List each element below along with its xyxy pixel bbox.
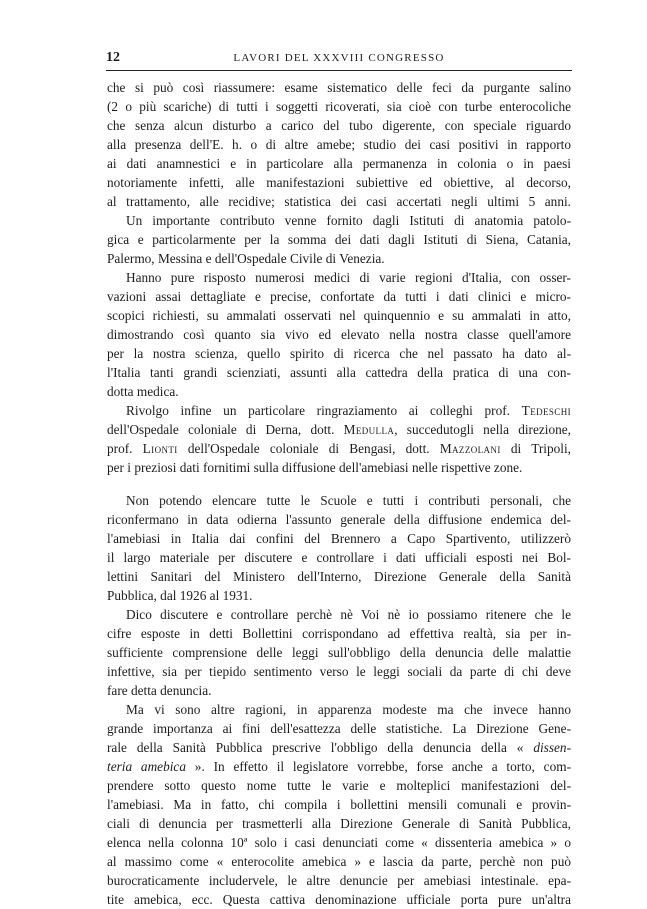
text-line: burocraticamente includervele, le altre denuncie per amebiasi intestinale. epa- — [107, 873, 571, 888]
text-run: prof. — [107, 441, 143, 456]
running-title: LAVORI DEL XXXVIII CONGRESSO — [233, 52, 445, 64]
text-line: grande importanza ai fini dell'esattezza delle statistiche. La Direzione Gene- — [107, 721, 571, 736]
text-line — [107, 439, 571, 458]
text-line: fare detta denuncia. — [107, 683, 212, 698]
text-line: per la nostra scienza, quello spirito di ricerca che nel passato ha dato al- — [107, 346, 571, 361]
text-line: Palermo, Messina e dell'Ospedale Civile di Venezia. — [107, 251, 385, 266]
text-line: l'amebiasi in Italia dai confini del Brennero a Capo Spartivento, utilizzerò — [107, 531, 571, 546]
italic-term: teria amebica — [107, 759, 186, 774]
text-line: Un importante contributo venne fornito dagli Istituti di anatomia patolo- — [126, 213, 571, 228]
text-line — [107, 757, 571, 776]
paragraph-1 — [107, 78, 571, 211]
page-number: 12 — [106, 50, 120, 65]
text-line: (2 o più scariche) di tutti i soggetti ricoverati, sia cioè con turbe enterocoliche — [107, 99, 571, 114]
text-run: ». In effetto il legislatore vorrebbe, forse anche a torto, com- — [185, 759, 572, 774]
text-run: rale della Sanità Pubblica prescrive l'obbligo della denuncia della « — [107, 740, 534, 755]
text-line: l'Italia tanti grandi scienziati, assunti alla cattedra della pratica di una con- — [107, 365, 571, 380]
text-line: Pubblica, dal 1926 al 1931. — [107, 588, 253, 603]
paragraph-3 — [107, 268, 571, 401]
text-line: Hanno pure risposto numerosi medici di varie regioni d'Italia, con osser- — [126, 270, 571, 285]
person-name: Tedeschi — [521, 403, 571, 418]
text-line: Dico discutere e controllare perchè nè Voi nè io possiamo ritenere che le — [126, 607, 571, 622]
text-line: per i preziosi dati fornitimi sulla diffusione dell'amebiasi nelle rispettive zone. — [107, 460, 523, 475]
section-gap — [107, 477, 571, 491]
text-line: notoriamente infetti, alle manifestazioni subiettive ed obiettive, al decorso, — [107, 175, 571, 190]
text-line: ai dati anamnestici e in particolare alla permanenza in colonia o in paesi — [107, 156, 571, 171]
paragraph-2 — [107, 211, 571, 268]
text-line: elenca nella colonna 10ª solo i casi denunciati come « dissenteria amebica » o — [107, 835, 571, 850]
italic-term: dissen- — [533, 740, 571, 755]
text-line: al massimo come « enterocolite amebica » e lascia da parte, perchè non può — [107, 854, 571, 869]
text-line: riconfermano in data odierna l'assunto generale della diffusione endemica del- — [107, 512, 571, 527]
text-run: dell'Ospedale coloniale di Bengasi, dott. — [177, 441, 440, 456]
text-run: di Tripoli, — [500, 441, 571, 456]
text-line: cifre esposte in detti Bollettini corrispondano ad effettiva realtà, sia per in- — [107, 626, 571, 641]
text-run: Rivolgo infine un particolare ringraziamento ai colleghi prof. — [126, 403, 522, 418]
person-name: Mazzolani — [439, 441, 501, 456]
text-run: , succedutogli nella direzione, — [394, 422, 571, 437]
text-line — [107, 738, 571, 757]
text-line: lettini Sanitari del Ministero dell'Interno, Direzione Generale della Sanità — [107, 569, 571, 584]
text-line: che senza alcun disturbo a carico del tubo digerente, con speciale riguardo — [107, 118, 571, 133]
text-line: al trattamento, alle recidive; statistica dei casi accertati negli ultimi 5 anni. — [107, 194, 571, 209]
text-line: che si può così riassumere: esame sistematico delle feci da purgante salino — [107, 80, 571, 95]
text-line: tite amebica, ecc. Questa cattiva denominazione ufficiale porta pure un'altra — [107, 892, 571, 907]
text-line: Ma vi sono altre ragioni, in apparenza modeste ma che invece hanno — [126, 702, 571, 717]
person-name: Lionti — [142, 441, 178, 456]
text-line: infettive, sia per tiepido sentimento verso le leggi sociali da parte di chi deve — [107, 664, 571, 679]
text-line: Non potendo elencare tutte le Scuole e tutti i contributi personali, che — [126, 493, 571, 508]
paragraph-4 — [107, 401, 571, 477]
text-line: alla presenza dell'E. h. o di altre amebe; studio dei casi positivi in rapporto — [107, 137, 571, 152]
text-line: dimostrando così quanto sia vivo ed elevato nella nostra classe quell'amore — [107, 327, 571, 342]
header-rule — [106, 70, 572, 71]
text-line: ciali di denuncia per trasmetterli alla Direzione Generale di Sanità Pubblica, — [107, 816, 571, 831]
person-name: Medulla — [343, 422, 395, 437]
text-line: vazioni assai dettagliate e precise, confortate da tutti i dati clinici e micro- — [107, 289, 571, 304]
text-line — [107, 401, 571, 420]
page-header — [106, 50, 572, 72]
paragraph-6 — [107, 605, 571, 700]
text-line: l'amebiasi. Ma in fatto, chi compila i bollettini mensili comunali e provin- — [107, 797, 571, 812]
body-text — [107, 78, 571, 909]
text-line: dotta medica. — [107, 384, 179, 399]
text-run: dell'Ospedale coloniale di Derna, dott. — [107, 422, 344, 437]
text-line: il largo materiale per discutere e controllare i dati ufficiali esposti nei Bol- — [107, 550, 571, 565]
text-line — [107, 420, 571, 439]
text-line: scopici richiesti, su ammalati osservati nel quinquennio e su ammalati in atto, — [107, 308, 571, 323]
text-line: prendere sotto questo nome tutte le varie e molteplici manifestazioni del- — [107, 778, 571, 793]
text-line: gica e particolarmente per la somma dei dati dagli Istituti di Siena, Catania, — [107, 232, 571, 247]
paragraph-5 — [107, 491, 571, 605]
paragraph-7 — [107, 700, 571, 909]
text-line: sufficiente comprensione delle leggi sull'obbligo della denuncia delle malattie — [107, 645, 571, 660]
